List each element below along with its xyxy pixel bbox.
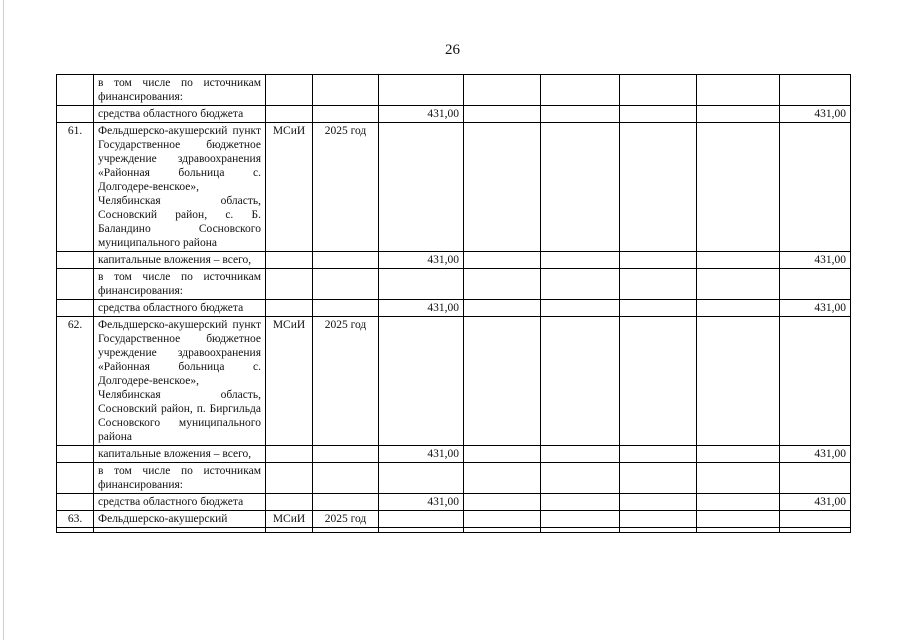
ministry-cell: МСиИ (266, 511, 313, 528)
table-row (57, 106, 851, 123)
amount-cell: 431,00 (780, 446, 851, 463)
table-row (57, 528, 851, 533)
row-label: в том числе по источникам финансирования: (94, 463, 266, 494)
ministry-cell: МСиИ (266, 123, 313, 252)
table-row (57, 511, 851, 528)
year-cell: 2025 год (313, 317, 379, 446)
year-cell: 2025 год (313, 123, 379, 252)
amount-cell: 431,00 (780, 300, 851, 317)
amount-cell: 431,00 (379, 494, 464, 511)
amount-cell: 431,00 (780, 494, 851, 511)
item-number: 63. (57, 511, 94, 528)
table-row (57, 446, 851, 463)
row-label: средства областного бюджета (94, 300, 266, 317)
table-row (57, 269, 851, 300)
table-row (57, 75, 851, 106)
page-number: 26 (445, 42, 460, 58)
table-row (57, 300, 851, 317)
row-label: в том числе по источникам финансирования: (94, 269, 266, 300)
item-name: Фельдшерско-акушерский (94, 511, 266, 528)
row-label: в том числе по источникам финансирования: (94, 75, 266, 106)
table-row (57, 317, 851, 446)
table-row (57, 494, 851, 511)
item-name: Фельдшерско-акушерский пункт Государственное бюджетное учреждение здравоохранения «Районная больница с. Долгодере-венское», Челябинская область, Сосновский район, с. Б. Баландино Сосновского муниципального района (94, 123, 266, 252)
amount-cell: 431,00 (379, 446, 464, 463)
item-number: 61. (57, 123, 94, 252)
table-row (57, 123, 851, 252)
row-label: капитальные вложения – всего, (94, 252, 266, 269)
investment-table (56, 74, 851, 533)
item-name: Фельдшерско-акушерский пункт Государственное бюджетное учреждение здравоохранения «Районная больница с. Долгодере-венское», Челябинская область, Сосновский район, п. Биргильда Сосновского муниципального района (94, 317, 266, 446)
row-label: капитальные вложения – всего, (94, 446, 266, 463)
ministry-cell: МСиИ (266, 317, 313, 446)
row-label: средства областного бюджета (94, 106, 266, 123)
amount-cell: 431,00 (379, 300, 464, 317)
table-row (57, 252, 851, 269)
year-cell: 2025 год (313, 511, 379, 528)
amount-cell: 431,00 (379, 252, 464, 269)
amount-cell: 431,00 (379, 106, 464, 123)
page-edge-line (3, 0, 4, 640)
amount-cell: 431,00 (780, 252, 851, 269)
table-row (57, 463, 851, 494)
row-label: средства областного бюджета (94, 494, 266, 511)
item-number: 62. (57, 317, 94, 446)
amount-cell: 431,00 (780, 106, 851, 123)
